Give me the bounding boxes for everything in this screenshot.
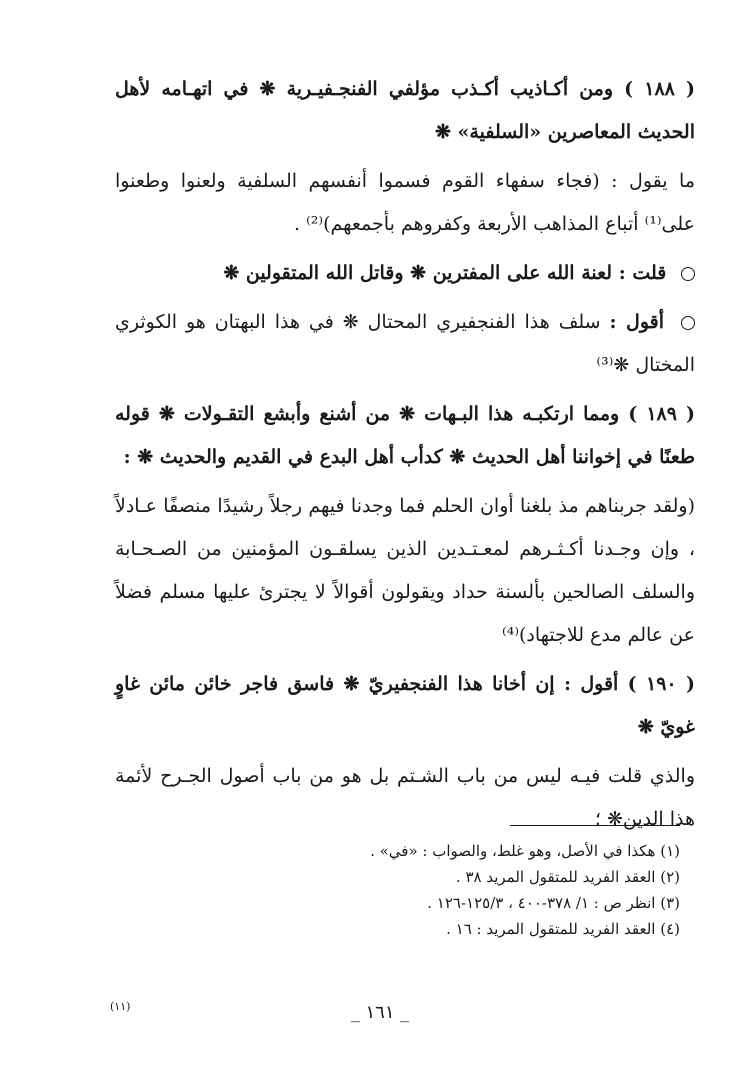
footnote-4: (٤) العقد الفريد للمتقول المريد : ١٦ . bbox=[446, 920, 680, 938]
circle-bullet-icon bbox=[681, 316, 695, 330]
paragraph-qultu bbox=[115, 252, 695, 295]
footnote-1: (١) هكذا في الأصل، وهو غلط، والصواب : «في» . bbox=[370, 842, 680, 860]
lead-word: أقول : bbox=[609, 311, 665, 333]
paragraph-text: لعنة الله على المفترين ❋ وقاتل الله المتقولين ❋ bbox=[223, 262, 613, 284]
paragraph-189: ( ١٨٩ ) ومما ارتكبـه هذا البـهات ❋ من أشنع وأبشع التقـولات ❋ قوله طعنًا في إخواننا أهل الحديث ❋ كدأب أهل البدع في القديم والحديث ❋ : bbox=[115, 403, 695, 468]
signature-mark: (١١) bbox=[110, 1000, 131, 1013]
paragraph-quote-2: (ولقد جربناهم مذ بلغنا أوان الحلم فما وجدنا فيهم رجلاً رشيدًا منصفًا عـادلاً ، وإن وجـدنا أكـثـرهم لمعـتـدين الذين يسلقـون المؤمنين من الصـحـابة والسلف الصالحين بألسنة حداد ويقولون أقوالاً لا يجترئ عليها مسلم فضلاً عن عالم مدع للاجتهاد)⁽⁴⁾ bbox=[115, 495, 695, 646]
footnotes bbox=[200, 838, 680, 942]
footnote-2: (٢) العقد الفريد للمتقول المريد ٣٨ . bbox=[455, 868, 680, 886]
paragraph-text: سلف هذا الفنجفيري المحتال ❋ في هذا البهتان هو الكوثري المختال ❋⁽³⁾ bbox=[115, 311, 695, 376]
footnote-3: (٣) انظر ص : ١/ ٣٧٨-٤٠٠ ، ١٢٥/٣-١٢٦ . bbox=[427, 894, 680, 912]
paragraph-aqulu bbox=[115, 301, 695, 387]
footnote-divider bbox=[510, 825, 680, 826]
main-text bbox=[115, 68, 695, 847]
circle-bullet-icon bbox=[681, 267, 695, 281]
paragraph-closing: والذي قلت فيـه ليس من باب الشـتم بل هو من باب أصول الجـرح لأئمة هذا الدين❋ ؛ bbox=[115, 765, 695, 830]
paragraph-188: ( ١٨٨ ) ومن أكـاذيب أكـذب مؤلفي الفنجـفيـرية ❋ في اتهـامه لأهل الحديث المعاصرين «السلفية» ❋ bbox=[115, 78, 695, 143]
paragraph-quote-1: ما يقول : (فجاء سفهاء القوم فسموا أنفسهم السلفية ولعنوا وطعنوا على⁽¹⁾ أتباع المذاهب الأربعة وكفروهم بأجمعهم)⁽²⁾ . bbox=[115, 170, 695, 235]
lead-word: قلت : bbox=[618, 262, 667, 284]
paragraph-190: ( ١٩٠ ) أقول : إن أخانا هذا الفنجفيريّ ❋ فاسق فاجر خائن مائن غاوٍ غويّ ❋ bbox=[115, 673, 695, 738]
page-number: _ ١٦١ _ bbox=[350, 1002, 410, 1023]
